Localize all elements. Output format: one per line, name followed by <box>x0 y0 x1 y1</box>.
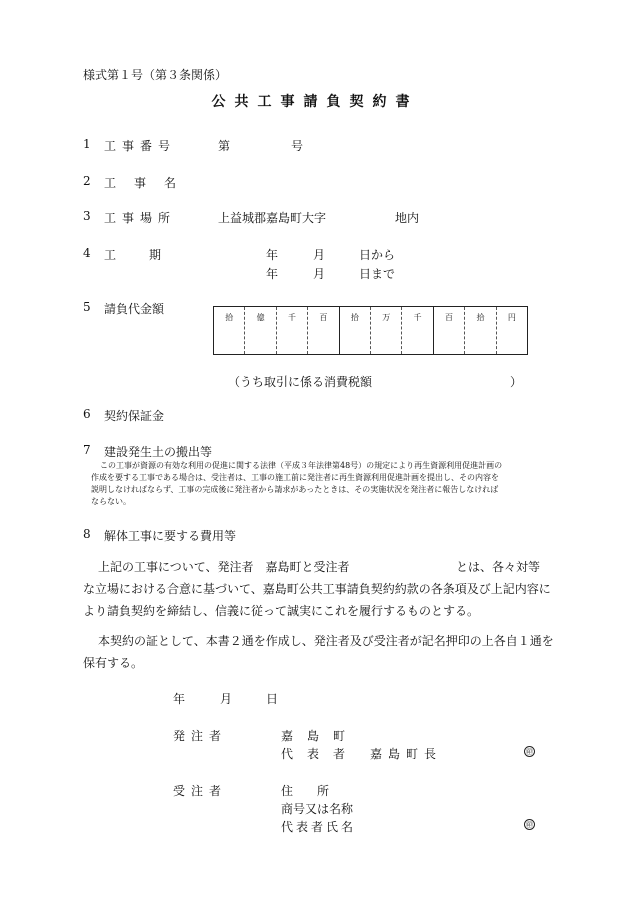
amount-digit-cell[interactable] <box>370 307 401 354</box>
amount-digit-cell[interactable] <box>496 307 527 354</box>
item6-label: 契約保証金 <box>104 409 165 423</box>
contractor-trade-name-label: 商号又は名称 <box>281 802 354 816</box>
period-start-year: 年 <box>266 248 279 262</box>
item1-label: 工事番号 <box>104 139 177 153</box>
item8-number: 8 <box>83 527 91 541</box>
item1-suffix: 号 <box>291 139 304 153</box>
item3-suffix: 地内 <box>395 211 420 225</box>
item7-note-line: ならない。 <box>91 497 131 506</box>
orderer-seal-icon: ㊞ <box>526 748 533 756</box>
item4-label: 工 期 <box>104 248 165 262</box>
digit-label: 拾 <box>476 313 485 322</box>
item1-number: 1 <box>83 137 91 151</box>
item2-number: 2 <box>83 174 91 188</box>
body-para1-line1a: 上記の工事について、発注者 嘉島町と受注者 <box>98 560 350 574</box>
amount-digit-cell[interactable] <box>464 307 495 354</box>
item7-note-line: この工事が資源の有効な利用の促進に関する法律（平成３年法律第48号）の規定により再生資源利用促進計画の <box>100 461 503 470</box>
orderer-rep-name: 嘉島町長 <box>370 747 443 761</box>
digit-label: 百 <box>445 313 454 322</box>
body-para1-line3: より請負契約を締結し、信義に従って誠実にこれを履行するものとする。 <box>83 604 480 618</box>
contractor-address-label: 住 所 <box>281 784 330 798</box>
period-start-month: 月 <box>313 248 326 262</box>
amount-digit-cell[interactable] <box>276 307 307 354</box>
period-start-day: 日から <box>359 248 396 262</box>
tax-note-close: ） <box>510 375 523 389</box>
item1-prefix: 第 <box>218 139 231 153</box>
item7-note-line: 作成を要する工事である場合は、受注者は、工事の施工前に発注者に再生資源利用促進計画を提出し、その内容を <box>91 473 499 482</box>
orderer-label: 発注者 <box>173 729 228 743</box>
digit-label: 万 <box>382 313 391 322</box>
amount-digit-cell[interactable] <box>307 307 338 354</box>
digit-label: 拾 <box>350 313 359 322</box>
item5-label: 請負代金額 <box>104 302 165 316</box>
amount-digit-cell[interactable] <box>339 307 370 354</box>
date-month: 月 <box>220 692 233 706</box>
item4-number: 4 <box>83 246 91 260</box>
document-title: 公共工事請負契約書 <box>211 94 419 110</box>
digit-label: 拾 <box>225 313 234 322</box>
amount-digit-cell[interactable] <box>244 307 275 354</box>
item7-note-line: 説明しなければならず、工事の完成後に発注者から請求があったときは、その実施状況を発注者に報告しなければ <box>91 485 499 494</box>
item5-number: 5 <box>83 300 91 314</box>
period-end-year: 年 <box>266 267 279 281</box>
period-end-day: 日まで <box>359 267 396 281</box>
body-para2-line1: 本契約の証として、本書２通を作成し、発注者及び受注者が記名押印の上各自１通を <box>98 634 554 648</box>
item3-label: 工事場所 <box>104 211 177 225</box>
contractor-rep-label: 代表者氏名 <box>281 820 357 834</box>
item3-number: 3 <box>83 209 91 223</box>
contractor-label: 受注者 <box>173 784 228 798</box>
orderer-name: 嘉島町 <box>281 729 360 743</box>
period-end-month: 月 <box>313 267 326 281</box>
date-day: 日 <box>266 692 279 706</box>
orderer-rep-label: 代表者 <box>281 747 360 761</box>
item6-number: 6 <box>83 407 91 421</box>
item7-label: 建設発生土の搬出等 <box>104 445 213 459</box>
item8-label: 解体工事に要する費用等 <box>104 529 237 543</box>
item3-location: 上益城郡嘉島町大字 <box>218 211 327 225</box>
digit-label: 千 <box>413 313 422 322</box>
body-para2-line2: 保有する。 <box>83 656 144 670</box>
contractor-seal-icon: ㊞ <box>526 821 533 829</box>
date-year: 年 <box>173 692 186 706</box>
amount-digit-cell[interactable] <box>214 307 244 354</box>
tax-note-open: （うち取引に係る消費税額 <box>228 375 373 389</box>
body-para1-line1b: とは、各々対等 <box>456 560 541 574</box>
contract-amount-table[interactable] <box>213 306 528 355</box>
digit-label: 億 <box>256 313 265 322</box>
item2-label: 工 事 名 <box>104 176 180 190</box>
amount-digit-cell[interactable] <box>401 307 432 354</box>
form-number: 様式第１号（第３条関係） <box>83 68 228 82</box>
digit-label: 百 <box>319 313 328 322</box>
body-para1-line2: な立場における合意に基づいて、嘉島町公共工事請負契約約款の各条項及び上記内容に <box>83 582 551 596</box>
digit-label: 円 <box>507 313 516 322</box>
item7-number: 7 <box>83 443 91 457</box>
digit-label: 千 <box>288 313 297 322</box>
amount-digit-cell[interactable] <box>433 307 464 354</box>
